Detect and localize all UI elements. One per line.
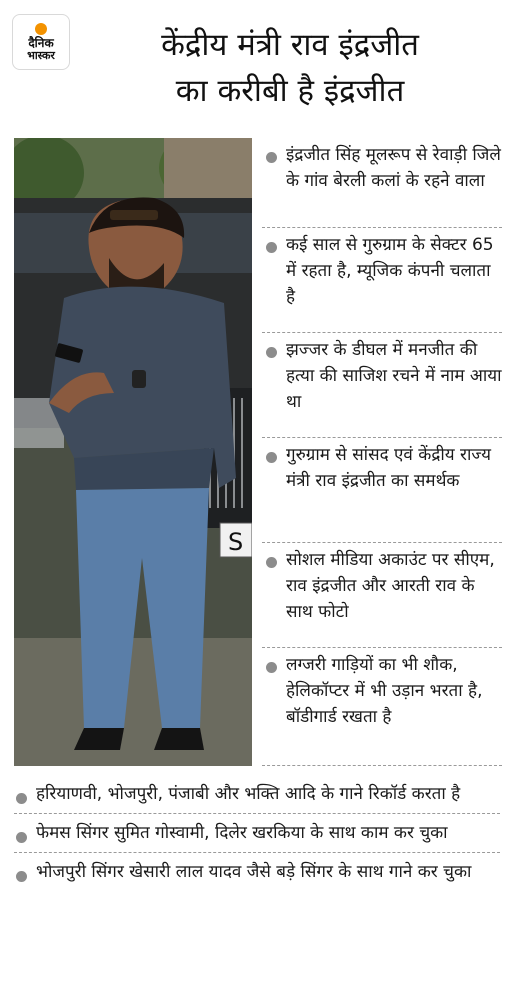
point-text: भोजपुरी सिंगर खेसारी लाल यादव जैसे बड़े सिंगर के साथ गाने कर चुका bbox=[36, 862, 472, 882]
list-item bbox=[14, 814, 500, 853]
headline-line1: केंद्रीय मंत्री राव इंद्रजीत bbox=[161, 27, 419, 63]
bullet-icon bbox=[266, 242, 277, 253]
list-item bbox=[14, 853, 500, 891]
sun-dot-icon bbox=[35, 23, 47, 35]
list-item bbox=[262, 228, 502, 333]
list-item bbox=[262, 138, 502, 228]
bullet-icon bbox=[16, 871, 27, 882]
headline-line2: का करीबी है इंद्रजीत bbox=[175, 73, 405, 109]
header bbox=[0, 0, 512, 130]
list-item bbox=[262, 438, 502, 543]
list-item bbox=[14, 775, 500, 814]
side-points-list bbox=[262, 138, 502, 766]
list-item bbox=[262, 333, 502, 438]
bullet-icon bbox=[16, 832, 27, 843]
person-photo bbox=[14, 138, 252, 766]
point-text: इंद्रजीत सिंह मूलरूप से रेवाड़ी जिले के गांव बेरली कलां के रहने वाला bbox=[286, 145, 501, 191]
bullet-icon bbox=[266, 347, 277, 358]
bullet-icon bbox=[16, 793, 27, 804]
list-item bbox=[262, 648, 502, 766]
logo-text-line2: भास्कर bbox=[27, 48, 55, 62]
bullet-icon bbox=[266, 452, 277, 463]
logo-text-line1: दैनिक bbox=[28, 35, 54, 50]
bullet-icon bbox=[266, 152, 277, 163]
bullet-icon bbox=[266, 662, 277, 673]
photo-illustration bbox=[14, 138, 252, 766]
point-text: फेमस सिंगर सुमित गोस्वामी, दिलेर खरकिया के साथ काम कर चुका bbox=[36, 823, 448, 843]
bullet-icon bbox=[266, 557, 277, 568]
headline bbox=[80, 22, 500, 114]
list-item bbox=[262, 543, 502, 648]
dainik-bhaskar-logo bbox=[12, 14, 70, 70]
full-width-points-list bbox=[14, 775, 500, 891]
point-text: कई साल से गुरुग्राम के सेक्टर 65 में रहता है, म्यूजिक कंपनी चलाता है bbox=[286, 235, 494, 307]
point-text: झज्जर के डीघल में मनजीत की हत्या की साजिश रचने में नाम आया था bbox=[286, 340, 502, 412]
point-text: गुरुग्राम से सांसद एवं केंद्रीय राज्य मंत्री राव इंद्रजीत का समर्थक bbox=[286, 445, 491, 491]
point-text: लग्जरी गाड़ियों का भी शौक, हेलिकॉप्टर में भी उड़ान भरता है, बॉडीगार्ड रखता है bbox=[286, 655, 483, 727]
point-text: सोशल मीडिया अकाउंट पर सीएम, राव इंद्रजीत और आरती राव के साथ फोटो bbox=[286, 550, 495, 622]
point-text: हरियाणवी, भोजपुरी, पंजाबी और भक्ति आदि के गाने रिकॉर्ड करता है bbox=[36, 784, 461, 804]
number-plate-text: S bbox=[228, 528, 244, 556]
